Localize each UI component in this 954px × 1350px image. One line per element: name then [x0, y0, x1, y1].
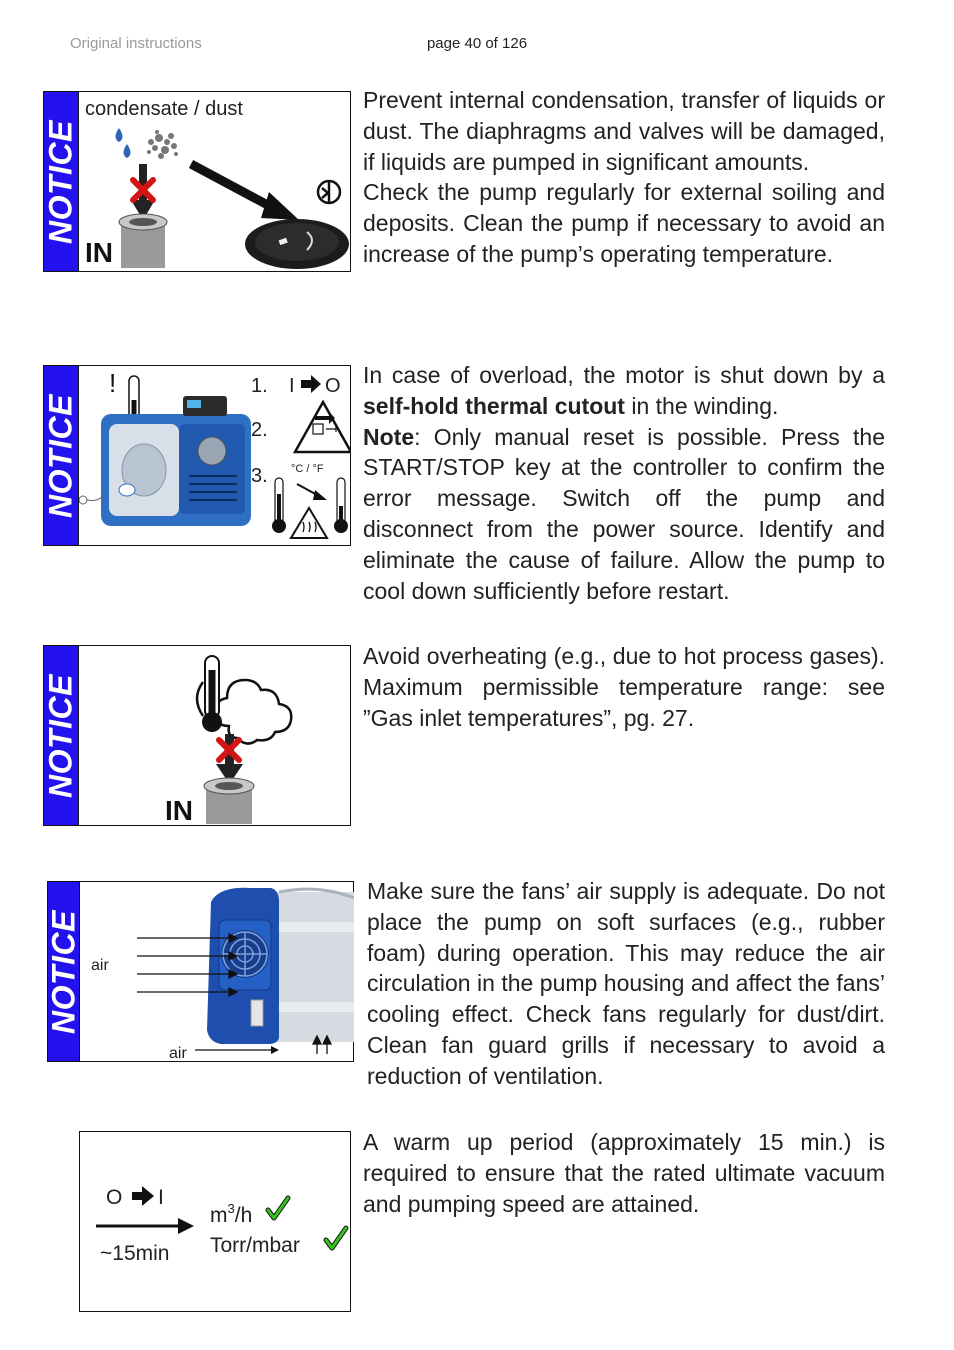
arrow-right-icon	[271, 1046, 279, 1054]
notice-band	[44, 646, 79, 825]
notice-panel-condensate	[43, 91, 351, 272]
unit-pressure-label: Torr/mbar	[210, 1234, 300, 1257]
text-run: In case of overload, the motor is shut down by a	[363, 362, 885, 388]
ventilation-figure	[83, 882, 354, 1061]
text-block-ventilation	[367, 876, 885, 1092]
temperature-units-label: °C / °F	[291, 463, 324, 475]
header-page-number: page 40 of 126	[426, 35, 528, 52]
arrow-right-icon	[132, 1186, 154, 1206]
paragraph	[363, 360, 885, 422]
inlet-port-icon	[204, 778, 254, 824]
condensate-figure	[79, 92, 350, 271]
thermometer-icon	[202, 656, 222, 732]
note-label: Note	[363, 423, 415, 450]
diaphragm-icon	[245, 219, 349, 269]
figure-label-condensate: condensate / dust	[85, 98, 243, 120]
notice-label: NOTICE	[42, 393, 79, 518]
figure-label-in: IN	[85, 237, 113, 268]
notice-band	[45, 882, 81, 1061]
overheating-figure	[79, 646, 350, 825]
paragraph: Check the pump regularly for external soiling and deposits. Clean the pump if necessary to avoid an increase of the pump’s operating temperature.	[363, 179, 885, 267]
unit-flow-label: $m^3/h$	[210, 1201, 253, 1227]
paragraph: A warm up period (approximately 15 min.) is required to ensure that the rated ultimate vacuum and pumping speed are attained.	[363, 1129, 885, 1217]
notice-panel-overheating	[43, 645, 351, 826]
switch-from-label: O	[106, 1186, 123, 1209]
droplet-icon	[124, 144, 131, 158]
step-3-label: 3.	[251, 465, 268, 487]
arrow-right-icon	[178, 1218, 194, 1234]
paragraph: Make sure the fans’ air supply is adequate. Do not place the pump on soft surfaces (e.g., rubber foam) during operation. This may reduce the air circulation in the pump housing and affect the fans’ cooling effect. Check fans regularly for dust/dirt. Clean fan guard grills if necessary to avoid a reduction of ventilation.	[367, 878, 885, 1089]
text-block-overheating	[363, 641, 885, 733]
notice-label: NOTICE	[42, 119, 79, 244]
notice-label: NOTICE	[45, 909, 81, 1034]
text-bold: self-hold thermal cutout	[363, 392, 625, 419]
paragraph-note	[363, 422, 885, 607]
hot-surface-warning-icon	[291, 508, 327, 538]
notice-panel-overload	[43, 365, 351, 546]
header-document-label: Original instructions	[70, 35, 202, 52]
step-2-label: 2.	[251, 419, 268, 441]
overload-figure	[79, 366, 350, 545]
switch-to-label: I	[158, 1186, 164, 1209]
air-label-side: air	[91, 957, 109, 974]
text-run: in the winding.	[624, 392, 779, 419]
step-1-label: 1.	[251, 375, 268, 397]
paragraph: Avoid overheating (e.g., due to hot process gases). Maximum permissible temperature range: see ”Gas inlet temperatures”, pg. 27.	[363, 643, 885, 731]
inlet-port-icon	[119, 214, 167, 268]
note-text: : Only manual reset is possible. Press the START/STOP key at the controller to confirm the error message. Switch off the pump and disconnect from the power source. Identify and eliminate the cause of failure. Allow the pump to cool down sufficiently before restart.	[363, 423, 885, 604]
dust-icon	[147, 130, 178, 159]
unplug-warning-icon	[295, 402, 350, 452]
warmup-figure	[80, 1132, 350, 1311]
air-label-bottom: air	[169, 1045, 187, 1061]
pump-illustration	[79, 396, 251, 526]
notice-band	[44, 366, 79, 545]
exclamation-mark: !	[109, 368, 117, 398]
text-block-warmup	[363, 1127, 885, 1219]
arrow-right-icon	[301, 375, 321, 393]
warmup-panel	[79, 1131, 351, 1312]
notice-band	[44, 92, 79, 271]
notice-panel-ventilation	[47, 881, 354, 1062]
switch-to-label: O	[325, 375, 341, 397]
arrow-cooling-icon	[313, 490, 327, 500]
text-block-overload	[363, 360, 885, 606]
thermometer-hot-icon	[272, 478, 286, 533]
damage-warning-icon	[318, 181, 340, 203]
text-block-condensation	[363, 85, 885, 270]
notice-label: NOTICE	[42, 673, 79, 798]
paragraph: Prevent internal condensation, transfer of liquids or dust. The diaphragms and valves will be damaged, if liquids are pumped in significant amounts.	[363, 87, 885, 175]
switch-from-label: I	[289, 375, 295, 397]
arrow-diagonal-icon	[261, 192, 299, 220]
thermometer-cool-icon	[334, 478, 348, 533]
duration-label: ~15min	[100, 1242, 170, 1265]
figure-label-in: IN	[165, 795, 193, 825]
droplet-icon	[116, 128, 123, 142]
pump-housing-illustration	[207, 888, 354, 1044]
